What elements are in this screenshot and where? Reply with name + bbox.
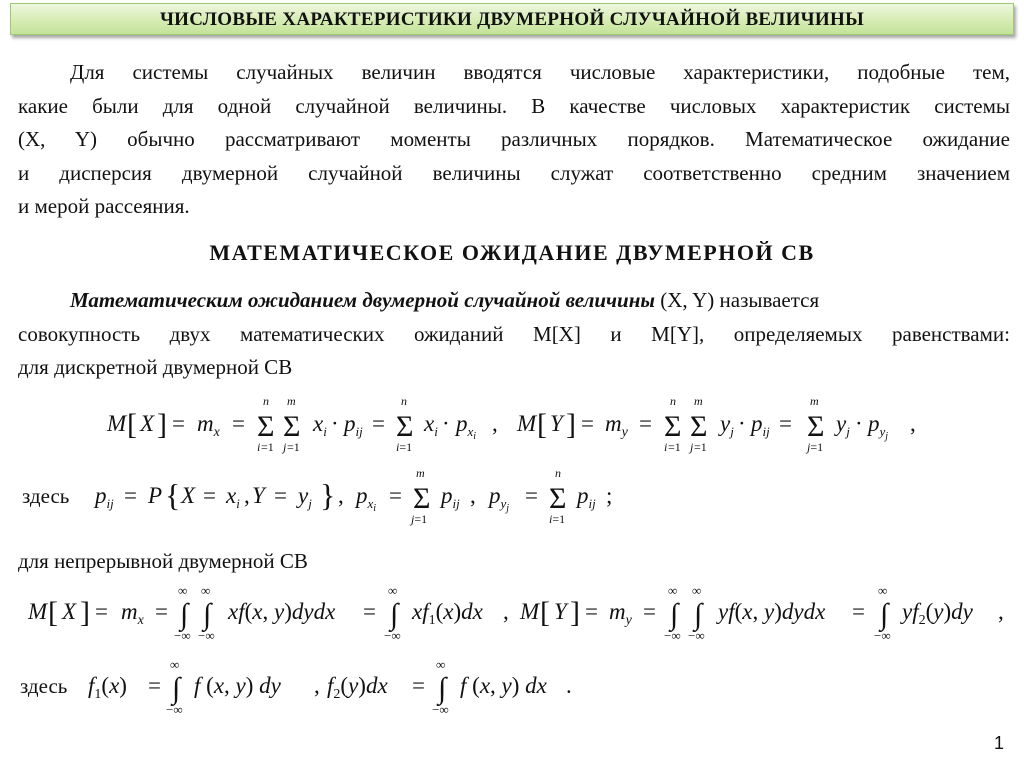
svg-text:M: M — [107, 411, 127, 436]
svg-text:=1: =1 — [668, 440, 681, 454]
svg-text:yj: $y_j$ — [836, 411, 850, 439]
svg-text:]: ] — [566, 408, 576, 441]
svg-text:=: = — [148, 673, 161, 698]
neg-inf-symbol: −∞ — [688, 628, 705, 643]
inf-symbol: ∞ — [170, 657, 180, 672]
svg-text:.: . — [566, 673, 572, 698]
svg-text:f (x, y) dx: f (x, y) dx — [460, 673, 547, 698]
svg-text:f2(y)dx: $f_2(y)dx$ — [327, 673, 388, 702]
intro-line: и мерой рассеяния. — [18, 194, 190, 218]
svg-text:∫: ∫ — [390, 598, 399, 631]
svg-text:pxi: $p_xi$ — [356, 483, 377, 514]
svg-text:n: n — [401, 394, 407, 408]
svg-text:m: m — [694, 394, 703, 408]
svg-text:=: = — [779, 411, 792, 436]
svg-text:i=1: i=1 — [396, 440, 413, 454]
svg-text:pyj: $p_yj$ — [868, 411, 889, 442]
svg-text:f1(x): $f_1(x)$ — [88, 673, 127, 702]
svg-text:pij: $p_{ij}$ — [441, 483, 460, 511]
svg-text:yj: $y_j$ — [720, 411, 734, 439]
formula-discrete-definitions — [22, 466, 612, 526]
svg-text:=: = — [372, 411, 385, 436]
svg-text:·: · — [331, 411, 339, 436]
svg-text:Σ: Σ — [257, 410, 275, 443]
svg-text:∫: ∫ — [203, 598, 212, 631]
svg-text:pyj: $p_yj$ — [489, 483, 510, 514]
neg-inf-symbol: −∞ — [874, 628, 891, 643]
svg-text:pij: $p_{ij}$ — [344, 411, 363, 439]
svg-text:n: n — [263, 394, 269, 408]
svg-text:]: ] — [80, 596, 90, 629]
svg-text:]: ] — [157, 408, 167, 441]
svg-text:Σ: Σ — [396, 410, 414, 443]
svg-text:pxi: $p_xi$ — [456, 411, 477, 442]
inf-symbol: ∞ — [878, 583, 888, 598]
definition-line-3: для дискретной двумерной СВ — [18, 355, 293, 379]
svg-text:∫: ∫ — [180, 598, 189, 631]
formula-continuous-expectations — [27, 583, 1004, 643]
inf-symbol: ∞ — [388, 583, 398, 598]
svg-text:M: M — [28, 599, 48, 624]
svg-text:∫: ∫ — [670, 598, 679, 631]
formula-discrete-expectations — [106, 394, 916, 454]
definition-term: Математическим ожиданием двумерной случайной величины — [70, 288, 655, 312]
svg-text:Σ: Σ — [283, 410, 301, 443]
svg-text:j=1: j=1 — [411, 512, 428, 526]
here-word-2: здесь — [20, 674, 68, 698]
here-word-1: здесь — [22, 484, 70, 508]
svg-text:pij: $p_{ij}$ — [577, 483, 596, 511]
svg-text:yf2(y)dy: $yf_2(y)dy$ — [902, 599, 973, 628]
svg-text:yj: $y_j$ — [298, 483, 312, 511]
svg-text:=: = — [95, 599, 108, 624]
svg-text:P: P — [148, 483, 163, 508]
svg-text:xf1(x)dx: $xf_1(x)dx$ — [412, 599, 483, 628]
inf-symbol: ∞ — [692, 583, 702, 598]
svg-text:∫: ∫ — [438, 672, 447, 705]
svg-text:Y: Y — [554, 599, 567, 624]
svg-text:=1: =1 — [287, 440, 300, 454]
svg-text:=: = — [172, 411, 185, 436]
svg-text:M: M — [520, 599, 540, 624]
formula-marginal-densities — [20, 657, 572, 717]
svg-text:∫: ∫ — [172, 672, 181, 705]
svg-text:[: [ — [127, 408, 137, 441]
svg-text:,: , — [492, 411, 498, 436]
inf-symbol: ∞ — [668, 583, 678, 598]
svg-text:=: = — [363, 599, 376, 624]
svg-text:,: , — [470, 483, 476, 508]
continuous-label-text: для непрерывной двумерной СВ — [18, 549, 308, 573]
svg-text:[: [ — [48, 596, 58, 629]
svg-text:m: m — [810, 394, 819, 408]
svg-text:=: = — [581, 411, 594, 436]
svg-text:Y: Y — [550, 411, 563, 436]
svg-text:Y: Y — [252, 483, 265, 508]
svg-text:n: n — [670, 394, 676, 408]
svg-text:,: , — [503, 599, 509, 624]
svg-text:=1: =1 — [261, 440, 274, 454]
inf-symbol: ∞ — [178, 583, 188, 598]
svg-text:my: $m_y$ — [609, 599, 632, 628]
neg-inf-symbol: −∞ — [174, 628, 191, 643]
svg-text:pij: $p_{ij}$ — [95, 483, 114, 511]
svg-text:=: = — [124, 483, 137, 508]
neg-inf-symbol: −∞ — [384, 628, 401, 643]
svg-text:i: i — [257, 440, 261, 454]
svg-text:;: ; — [606, 483, 613, 508]
svg-text:i=1: i=1 — [549, 512, 566, 526]
inf-symbol: ∞ — [201, 583, 211, 598]
intro-line: (X, Y) обычно рассматривают моменты различных порядков. Математическое ожидание — [18, 127, 1010, 151]
svg-text:,: , — [314, 673, 320, 698]
svg-text:}: } — [320, 477, 336, 513]
intro-line: и дисперсия двумерной случайной величины служат соответственно средним значением — [18, 160, 1010, 185]
svg-text:Σ: Σ — [664, 410, 682, 443]
svg-text:,: , — [244, 483, 250, 508]
svg-text:,: , — [910, 411, 916, 436]
svg-text:=: = — [203, 483, 216, 508]
page-number: 1 — [993, 733, 1004, 753]
svg-text:=: = — [852, 599, 865, 624]
svg-text:∫: ∫ — [694, 598, 703, 631]
svg-text:m: m — [416, 466, 425, 480]
svg-text:my: $m_y$ — [605, 411, 628, 440]
svg-text:Σ: Σ — [807, 410, 825, 443]
svg-text:{: { — [165, 477, 181, 513]
svg-text:j: j — [690, 440, 694, 454]
svg-text:=1: =1 — [694, 440, 707, 454]
svg-text:i: i — [664, 440, 668, 454]
svg-text:·: · — [442, 411, 450, 436]
svg-text:X: X — [181, 483, 196, 508]
svg-text:=: = — [232, 411, 245, 436]
svg-text:xf(x, y)dydx: xf(x, y)dydx — [228, 599, 336, 624]
svg-text:=: = — [155, 599, 168, 624]
svg-text:Σ: Σ — [549, 482, 567, 515]
svg-text:·: · — [738, 411, 746, 436]
svg-text:n: n — [555, 466, 561, 480]
svg-text:yf(x, y)dydx: yf(x, y)dydx — [718, 599, 826, 624]
svg-text:M: M — [517, 411, 537, 436]
svg-text:X: X — [140, 411, 155, 436]
svg-text:mx: $m_x$ — [121, 599, 144, 628]
svg-text:∫: ∫ — [880, 598, 889, 631]
svg-text:m: m — [287, 394, 296, 408]
svg-text:xi: $x_i$ — [313, 411, 327, 439]
inf-symbol: ∞ — [436, 657, 446, 672]
svg-text:X: X — [62, 599, 77, 624]
intro-line: Для системы случайных величин вводятся числовые характеристики, подобные тем, — [70, 60, 1010, 84]
svg-text:=: = — [639, 411, 652, 436]
neg-inf-symbol: −∞ — [664, 628, 681, 643]
svg-text:j=1: j=1 — [807, 440, 824, 454]
svg-text:Σ: Σ — [690, 410, 708, 443]
svg-text:,: , — [998, 599, 1004, 624]
svg-text:=: = — [389, 483, 402, 508]
svg-text:j: j — [283, 440, 287, 454]
svg-text:mx: $m_x$ — [197, 411, 220, 440]
definition-line-1-rest: (X, Y) называется — [654, 288, 820, 312]
svg-text:=: = — [525, 483, 538, 508]
svg-text:[: [ — [540, 596, 550, 629]
neg-inf-symbol: −∞ — [432, 702, 449, 717]
intro-line: какие были для одной случайной величины. В качестве числовых характеристик системы — [18, 93, 1010, 118]
section-heading: МАТЕМАТИЧЕСКОЕ ОЖИДАНИЕ ДВУМЕРНОЙ СВ — [209, 240, 815, 265]
svg-text:=: = — [643, 599, 656, 624]
svg-text:Σ: Σ — [413, 482, 431, 515]
svg-text:=: = — [274, 483, 287, 508]
slide-title: ЧИСЛОВЫЕ ХАРАКТЕРИСТИКИ ДВУМЕРНОЙ СЛУЧАЙНОЙ ВЕЛИЧИНЫ — [159, 9, 865, 30]
svg-text:f (x, y) dy: f (x, y) dy — [194, 673, 281, 698]
svg-text:xi: $x_i$ — [226, 483, 240, 511]
svg-text:pij: $p_{ij}$ — [751, 411, 770, 439]
svg-text:·: · — [855, 411, 863, 436]
svg-text:xi: $x_i$ — [424, 411, 438, 439]
svg-text:]: ] — [570, 596, 580, 629]
definition-line-2: совокупность двух математических ожиданий M[X] и M[Y], определяемых равенствами: — [18, 321, 1010, 346]
svg-text:=: = — [412, 673, 425, 698]
svg-text:,: , — [338, 483, 344, 508]
svg-text:=: = — [585, 599, 598, 624]
neg-inf-symbol: −∞ — [166, 702, 183, 717]
neg-inf-symbol: −∞ — [198, 628, 215, 643]
svg-text:[: [ — [537, 408, 547, 441]
